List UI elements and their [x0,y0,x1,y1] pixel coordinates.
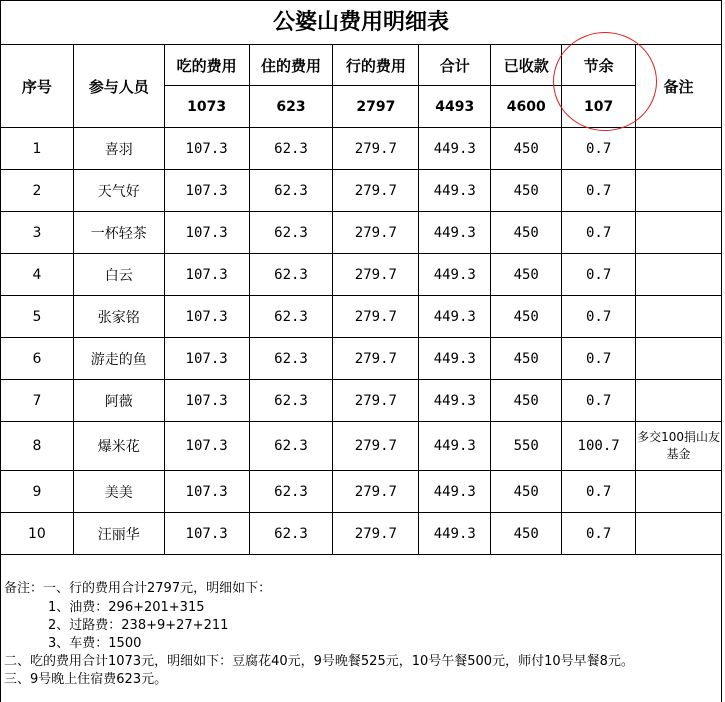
seq-cell[interactable]: 5 [1,296,74,338]
remark-cell[interactable] [636,338,722,380]
received-cell[interactable]: 450 [491,128,562,170]
travel-cell[interactable]: 279.7 [333,338,419,380]
food-cell[interactable]: 107.3 [164,422,249,471]
total-cell[interactable]: 449.3 [419,471,491,513]
sum-surplus[interactable]: 107 [562,86,636,128]
remark-cell[interactable] [636,128,722,170]
note-line-4: 3、车费：1500 [48,636,142,651]
lodging-cell[interactable]: 62.3 [249,170,333,212]
remark-cell[interactable] [636,513,722,555]
received-cell[interactable]: 450 [491,296,562,338]
food-cell[interactable]: 107.3 [164,338,249,380]
food-cell[interactable]: 107.3 [164,513,249,555]
surplus-cell[interactable]: 0.7 [562,170,636,212]
food-cell[interactable]: 107.3 [164,128,249,170]
seq-cell[interactable]: 8 [1,422,74,471]
note-line-5: 二、吃的费用合计1073元，明细如下：豆腐花40元，9号晚餐525元，10号午餐500元，师付10号早餐8元。 [4,654,634,669]
table-row [1,212,722,254]
surplus-cell[interactable]: 0.7 [562,338,636,380]
surplus-cell[interactable]: 0.7 [562,296,636,338]
surplus-cell[interactable]: 0.7 [562,513,636,555]
food-cell[interactable]: 107.3 [164,380,249,422]
lodging-cell[interactable]: 62.3 [249,471,333,513]
received-cell[interactable]: 450 [491,338,562,380]
food-cell[interactable]: 107.3 [164,471,249,513]
header-total[interactable]: 合计 [419,45,491,86]
expense-table [0,44,722,555]
note-line-6: 三、9号晚上住宿费623元。 [4,672,168,687]
seq-cell[interactable]: 9 [1,471,74,513]
total-cell[interactable]: 449.3 [419,254,491,296]
table-row [1,380,722,422]
table-row [1,338,722,380]
lodging-cell[interactable]: 62.3 [249,254,333,296]
sum-travel[interactable]: 2797 [333,86,419,128]
remark-cell[interactable] [636,471,722,513]
participant-cell[interactable]: 游走的鱼 [73,338,164,380]
participant-cell[interactable]: 爆米花 [73,422,164,471]
sum-food[interactable]: 1073 [164,86,249,128]
participant-cell[interactable]: 白云 [73,254,164,296]
travel-cell[interactable]: 279.7 [333,380,419,422]
surplus-cell[interactable]: 0.7 [562,128,636,170]
travel-cell[interactable]: 279.7 [333,212,419,254]
note-line-3: 2、过路费：238+9+27+211 [48,618,229,633]
sum-received[interactable]: 4600 [491,86,562,128]
total-cell[interactable]: 449.3 [419,380,491,422]
travel-cell[interactable]: 279.7 [333,254,419,296]
lodging-cell[interactable]: 62.3 [249,513,333,555]
table-row [1,128,722,170]
sum-lodging[interactable]: 623 [249,86,333,128]
sum-total[interactable]: 4493 [419,86,491,128]
header-row [1,45,722,86]
lodging-cell[interactable]: 62.3 [249,422,333,471]
total-cell[interactable]: 449.3 [419,513,491,555]
seq-cell[interactable]: 6 [1,338,74,380]
table-row [1,422,722,471]
travel-cell[interactable]: 279.7 [333,513,419,555]
table-row [1,254,722,296]
participant-cell[interactable]: 天气好 [73,170,164,212]
received-cell[interactable]: 450 [491,513,562,555]
participant-cell[interactable]: 喜羽 [73,128,164,170]
received-cell[interactable]: 550 [491,422,562,471]
received-cell[interactable]: 450 [491,471,562,513]
total-cell[interactable]: 449.3 [419,296,491,338]
header-travel[interactable]: 行的费用 [333,45,419,86]
sheet-title: 公婆山费用明细表 [0,0,722,44]
participant-cell[interactable]: 一杯轻茶 [73,212,164,254]
lodging-cell[interactable]: 62.3 [249,296,333,338]
travel-cell[interactable]: 279.7 [333,170,419,212]
participant-cell[interactable]: 张家铭 [73,296,164,338]
travel-cell[interactable]: 279.7 [333,128,419,170]
header-lodging[interactable]: 住的费用 [249,45,333,86]
note-line-2: 1、油费：296+201+315 [48,600,205,615]
surplus-cell[interactable]: 100.7 [562,422,636,471]
surplus-cell[interactable]: 0.7 [562,254,636,296]
food-cell[interactable]: 107.3 [164,170,249,212]
header-remark[interactable]: 备注 [636,45,722,128]
remark-cell[interactable] [636,296,722,338]
total-cell[interactable]: 449.3 [419,422,491,471]
total-cell[interactable]: 449.3 [419,338,491,380]
header-food[interactable]: 吃的费用 [164,45,249,86]
food-cell[interactable]: 107.3 [164,212,249,254]
surplus-cell[interactable]: 0.7 [562,471,636,513]
total-cell[interactable]: 449.3 [419,128,491,170]
note-line-1: 备注：一、行的费用合计2797元，明细如下： [4,581,272,596]
seq-cell[interactable]: 3 [1,212,74,254]
remark-cell[interactable] [636,212,722,254]
travel-cell[interactable]: 279.7 [333,422,419,471]
lodging-cell[interactable]: 62.3 [249,212,333,254]
seq-cell[interactable]: 10 [1,513,74,555]
header-surplus[interactable]: 节余 [562,45,636,86]
participant-cell[interactable]: 阿薇 [73,380,164,422]
remark-cell[interactable] [636,380,722,422]
seq-cell[interactable]: 4 [1,254,74,296]
surplus-cell[interactable]: 0.7 [562,212,636,254]
food-cell[interactable]: 107.3 [164,254,249,296]
received-cell[interactable]: 450 [491,170,562,212]
received-cell[interactable]: 450 [491,212,562,254]
participant-cell[interactable]: 美美 [73,471,164,513]
travel-cell[interactable]: 279.7 [333,296,419,338]
seq-cell[interactable]: 7 [1,380,74,422]
received-cell[interactable]: 450 [491,254,562,296]
notes-section [0,555,722,702]
lodging-cell[interactable]: 62.3 [249,338,333,380]
surplus-cell[interactable]: 0.7 [562,380,636,422]
lodging-cell[interactable]: 62.3 [249,380,333,422]
seq-cell[interactable]: 1 [1,128,74,170]
table-row [1,296,722,338]
header-received[interactable]: 已收款 [491,45,562,86]
header-participant[interactable]: 参与人员 [73,45,164,128]
remark-cell[interactable] [636,254,722,296]
participant-cell[interactable]: 汪丽华 [73,513,164,555]
lodging-cell[interactable]: 62.3 [249,128,333,170]
table-row [1,170,722,212]
travel-cell[interactable]: 279.7 [333,471,419,513]
header-seq[interactable]: 序号 [1,45,74,128]
seq-cell[interactable]: 2 [1,170,74,212]
total-cell[interactable]: 449.3 [419,170,491,212]
table-row [1,513,722,555]
remark-cell[interactable]: 多交100捐山友基金 [636,422,722,471]
remark-cell[interactable] [636,170,722,212]
total-cell[interactable]: 449.3 [419,212,491,254]
food-cell[interactable]: 107.3 [164,296,249,338]
received-cell[interactable]: 450 [491,380,562,422]
table-row [1,471,722,513]
